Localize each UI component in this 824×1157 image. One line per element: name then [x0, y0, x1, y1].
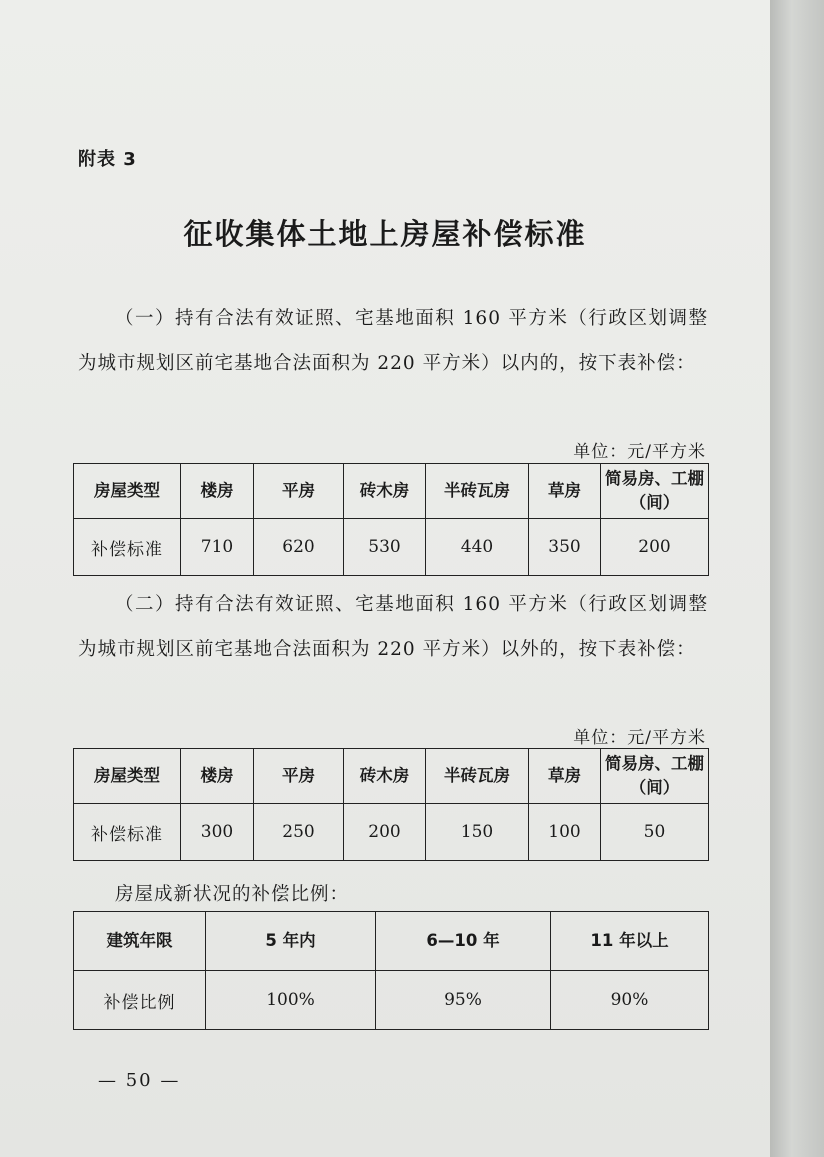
header-cell: 简易房、工棚（间）	[601, 749, 709, 804]
section1-unit: 单位：元/平方米	[573, 442, 706, 462]
depreciation-ratio-table	[73, 911, 709, 1030]
value-cell: 150	[426, 804, 529, 861]
header-cell: 平房	[254, 749, 344, 804]
value-cell: 250	[254, 804, 344, 861]
value-cell: 300	[181, 804, 254, 861]
header-cell: 房屋类型	[74, 464, 181, 519]
section1-paragraph: （一）持有合法有效证照、宅基地面积 160 平方米（行政区划调整为城市规划区前宅基地合法面积为 220 平方米）以内的，按下表补偿：	[78, 308, 708, 374]
header-cell: 半砖瓦房	[426, 464, 529, 519]
table-row	[74, 804, 709, 861]
page-number: — 50 —	[98, 1070, 181, 1091]
header-cell: 砖木房	[344, 464, 426, 519]
header-cell: 11 年以上	[551, 912, 709, 971]
header-cell: 6—10 年	[376, 912, 551, 971]
value-cell: 100	[529, 804, 601, 861]
header-cell: 平房	[254, 464, 344, 519]
header-cell: 房屋类型	[74, 749, 181, 804]
page-title: 征收集体土地上房屋补偿标准	[183, 217, 587, 251]
header-cell: 简易房、工棚（间）	[601, 464, 709, 519]
table-header-row	[74, 749, 709, 804]
header-cell: 建筑年限	[74, 912, 206, 971]
header-cell: 楼房	[181, 464, 254, 519]
section2-unit: 单位：元/平方米	[573, 728, 706, 748]
value-cell: 620	[254, 519, 344, 576]
header-cell: 楼房	[181, 749, 254, 804]
row-label: 补偿标准	[74, 519, 181, 576]
ratio-intro: 房屋成新状况的补偿比例：	[115, 884, 350, 905]
table-row	[74, 971, 709, 1030]
header-cell: 5 年内	[206, 912, 376, 971]
value-cell: 530	[344, 519, 426, 576]
table-row	[74, 519, 709, 576]
value-cell: 100%	[206, 971, 376, 1030]
value-cell: 95%	[376, 971, 551, 1030]
value-cell: 440	[426, 519, 529, 576]
header-cell: 草房	[529, 464, 601, 519]
row-label: 补偿比例	[74, 971, 206, 1030]
value-cell: 200	[601, 519, 709, 576]
appendix-label: 附表 3	[78, 149, 137, 170]
compensation-table-within-limit	[73, 463, 709, 576]
header-cell: 砖木房	[344, 749, 426, 804]
book-spine-edge	[770, 0, 824, 1157]
header-cell: 草房	[529, 749, 601, 804]
compensation-table-beyond-limit	[73, 748, 709, 861]
value-cell: 350	[529, 519, 601, 576]
header-cell: 半砖瓦房	[426, 749, 529, 804]
table-header-row	[74, 912, 709, 971]
table-header-row	[74, 464, 709, 519]
value-cell: 90%	[551, 971, 709, 1030]
value-cell: 710	[181, 519, 254, 576]
section2-paragraph: （二）持有合法有效证照、宅基地面积 160 平方米（行政区划调整为城市规划区前宅基地合法面积为 220 平方米）以外的，按下表补偿：	[78, 594, 708, 660]
value-cell: 50	[601, 804, 709, 861]
value-cell: 200	[344, 804, 426, 861]
row-label: 补偿标准	[74, 804, 181, 861]
